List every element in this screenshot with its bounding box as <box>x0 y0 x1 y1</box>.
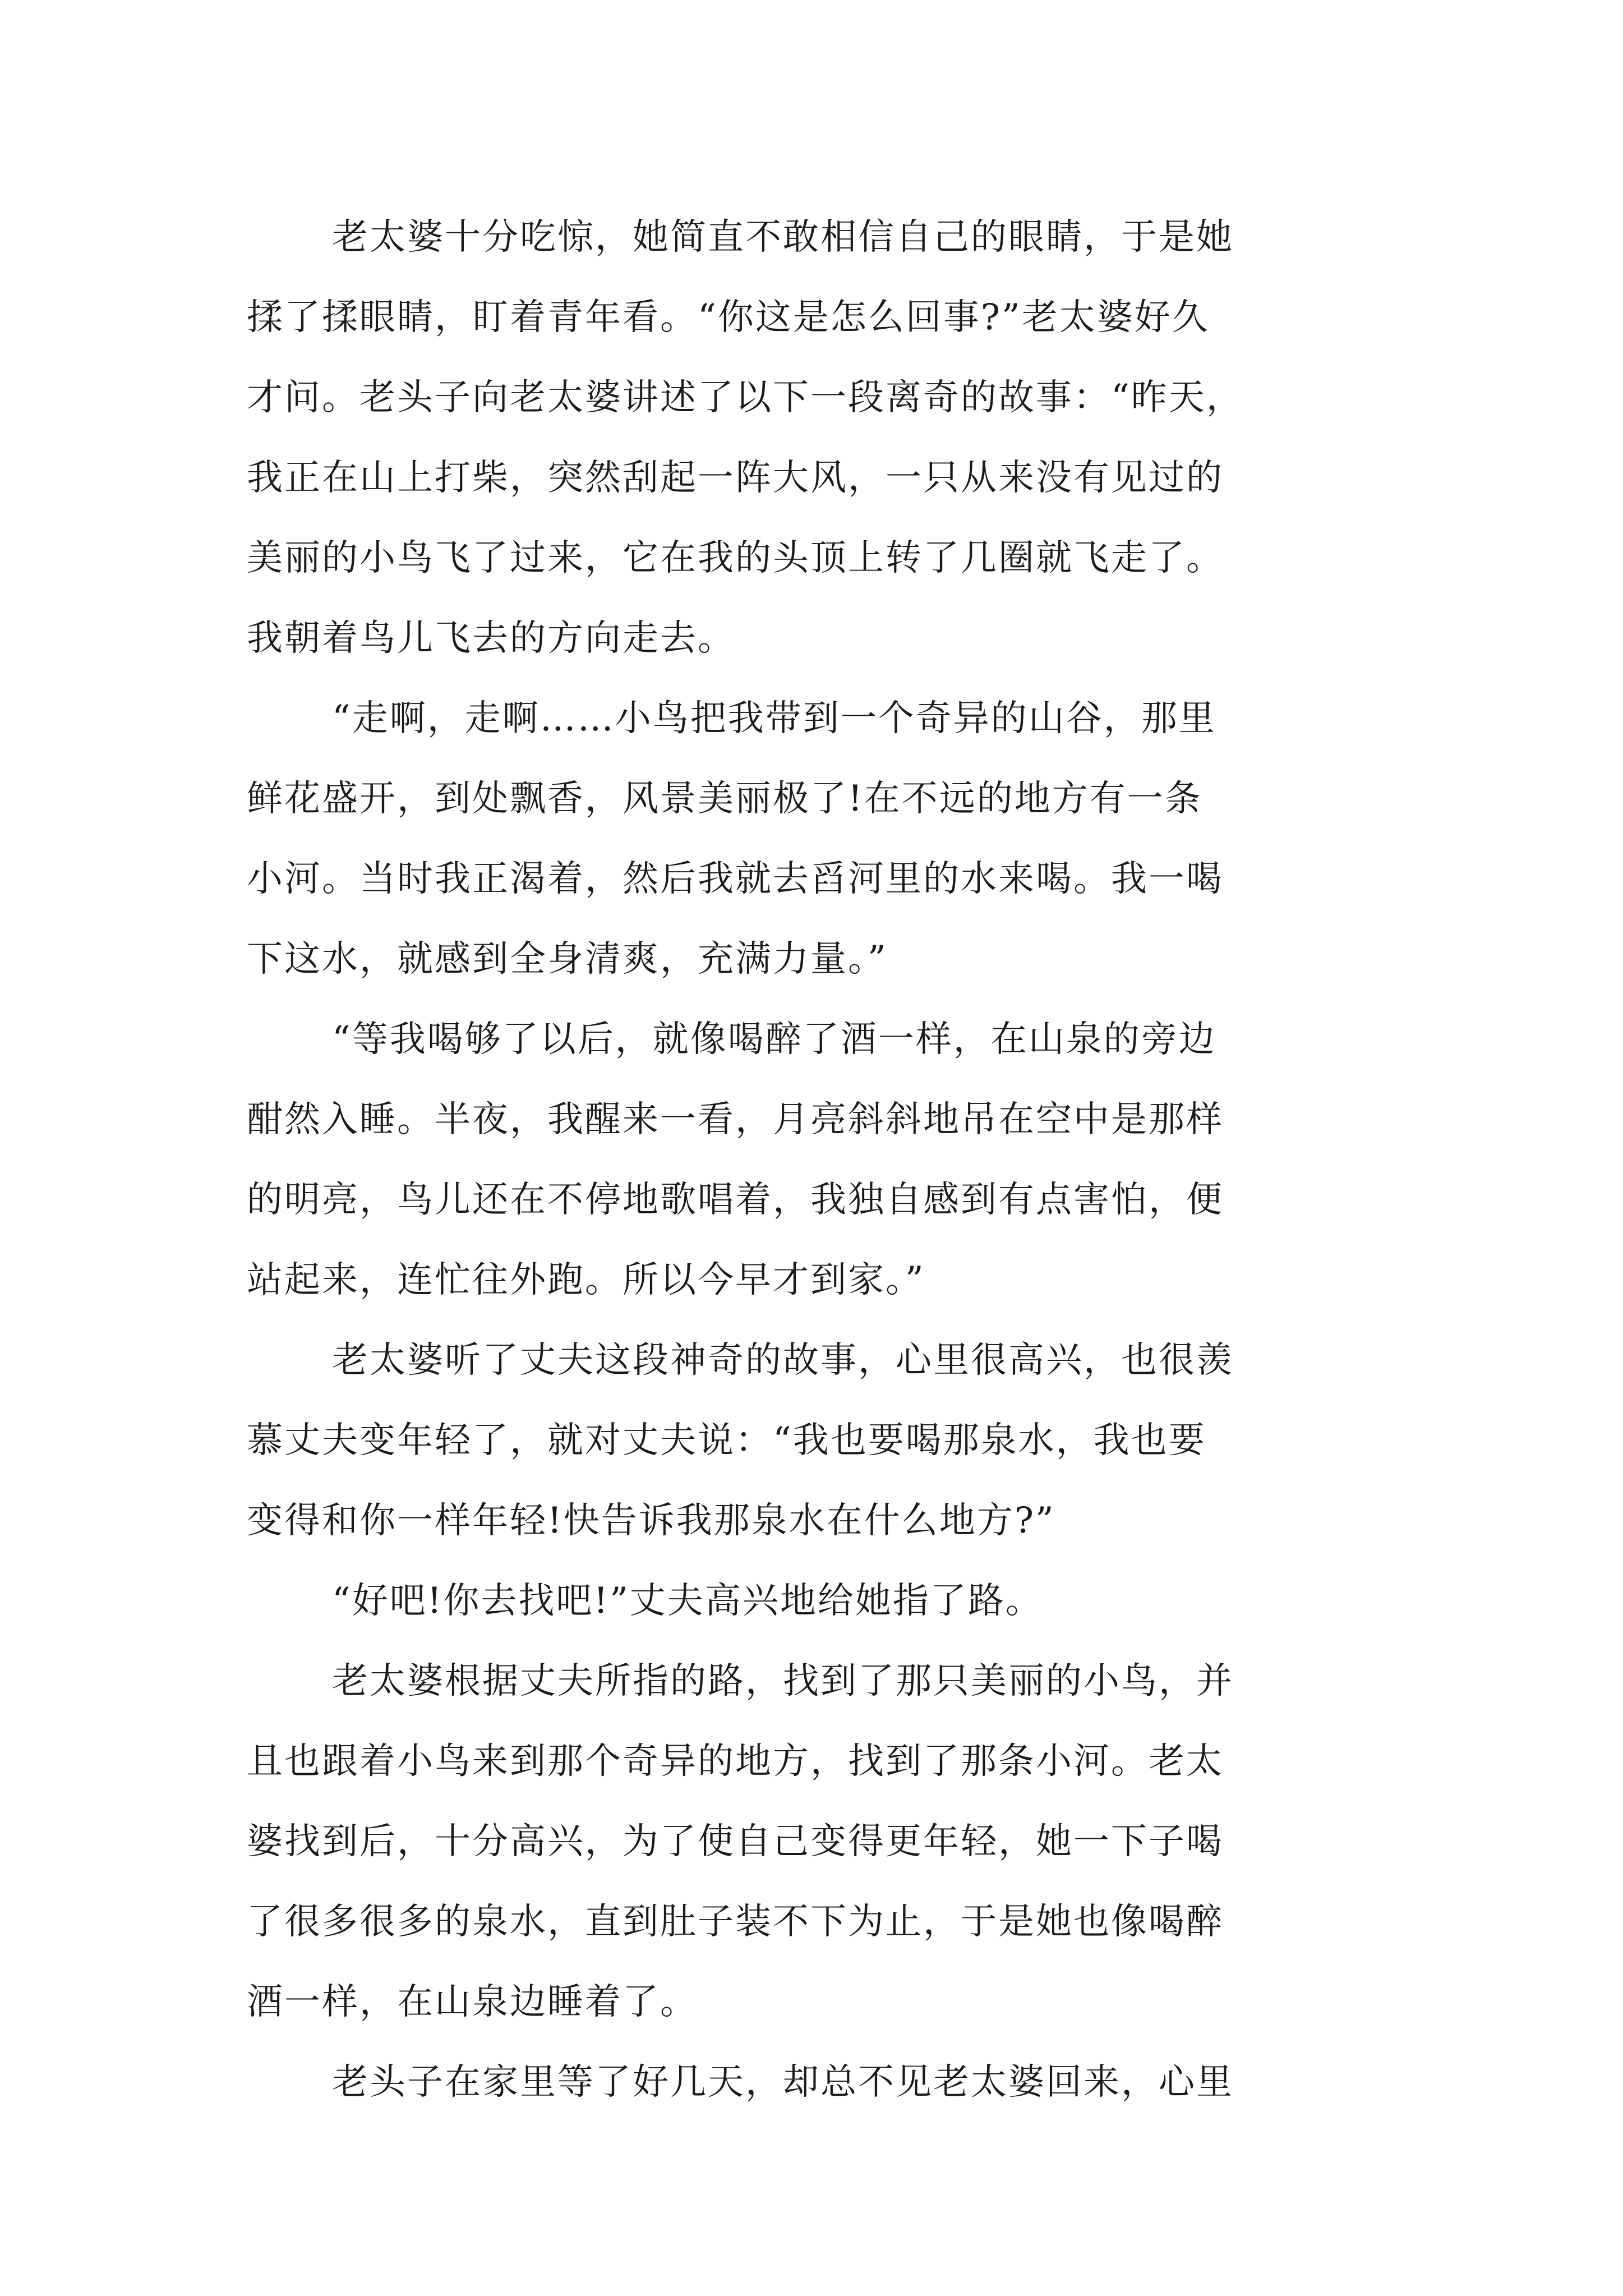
text-line: “等我喝够了以后，就像喝醉了酒一样，在山泉的旁边 <box>332 1019 1216 1060</box>
text-line: 老太婆根据丈夫所指的路，找到了那只美丽的小鸟，并 <box>332 1660 1234 1702</box>
story-text <box>247 197 1402 2123</box>
text-line: 婆找到后，十分高兴，为了使自己变得更年轻，她一下子喝 <box>247 1821 1224 1862</box>
text-line: 揉了揉眼睛，盯着青年看。“你这是怎么回事?”老太婆好久 <box>247 297 1210 338</box>
text-line: 老太婆听了丈夫这段神奇的故事，心里很高兴，也很羡 <box>332 1340 1234 1381</box>
text-line: 才问。老头子向老太婆讲述了以下一段离奇的故事：“昨天， <box>247 377 1244 418</box>
text-line: 站起来，连忙往外跑。所以今早才到家。” <box>247 1259 925 1301</box>
text-line: 下这水，就感到全身清爽，充满力量。” <box>247 938 888 980</box>
text-line: 小河。当时我正渴着，然后我就去舀河里的水来喝。我一喝 <box>247 858 1224 900</box>
text-line: 的明亮，鸟儿还在不停地歌唱着，我独自感到有点害怕，便 <box>247 1179 1224 1221</box>
text-line: 变得和你一样年轻!快告诉我那泉水在什么地方?” <box>247 1500 1055 1542</box>
paragraph-1 <box>247 197 1402 679</box>
text-line: “好吧!你去找吧!”丈夫高兴地给她指了路。 <box>332 1580 1043 1622</box>
text-line: 我正在山上打柴，突然刮起一阵大风，一只从来没有见过的 <box>247 457 1224 499</box>
text-line: 我朝着鸟儿飞去的方向走去。 <box>247 618 735 659</box>
text-line: 老头子在家里等了好几天，却总不见老太婆回来，心里 <box>332 2062 1234 2103</box>
paragraph-2 <box>247 679 1402 1000</box>
text-line: 酒一样，在山泉边睡着了。 <box>247 1981 698 2023</box>
text-line: 老太婆十分吃惊，她简直不敢相信自己的眼睛，于是她 <box>332 217 1234 258</box>
paragraph-5 <box>247 1561 1402 1641</box>
paragraph-4 <box>247 1320 1402 1561</box>
text-line: 美丽的小鸟飞了过来，它在我的头顶上转了几圈就飞走了。 <box>247 537 1224 579</box>
text-line: “走啊，走啊……小鸟把我带到一个奇异的山谷，那里 <box>332 698 1216 739</box>
text-line: 鲜花盛开，到处飘香，风景美丽极了!在不远的地方有一条 <box>247 778 1202 820</box>
text-line: 且也跟着小鸟来到那个奇异的地方，找到了那条小河。老太 <box>247 1741 1224 1782</box>
paragraph-6 <box>247 1641 1402 2042</box>
paragraph-7 <box>247 2042 1402 2123</box>
text-line: 慕丈夫变年轻了，就对丈夫说：“我也要喝那泉水，我也要 <box>247 1420 1206 1461</box>
paragraph-3 <box>247 1000 1402 1320</box>
text-line: 酣然入睡。半夜，我醒来一看，月亮斜斜地吊在空中是那样 <box>247 1099 1224 1140</box>
text-line: 了很多很多的泉水，直到肚子装不下为止，于是她也像喝醉 <box>247 1901 1224 1943</box>
